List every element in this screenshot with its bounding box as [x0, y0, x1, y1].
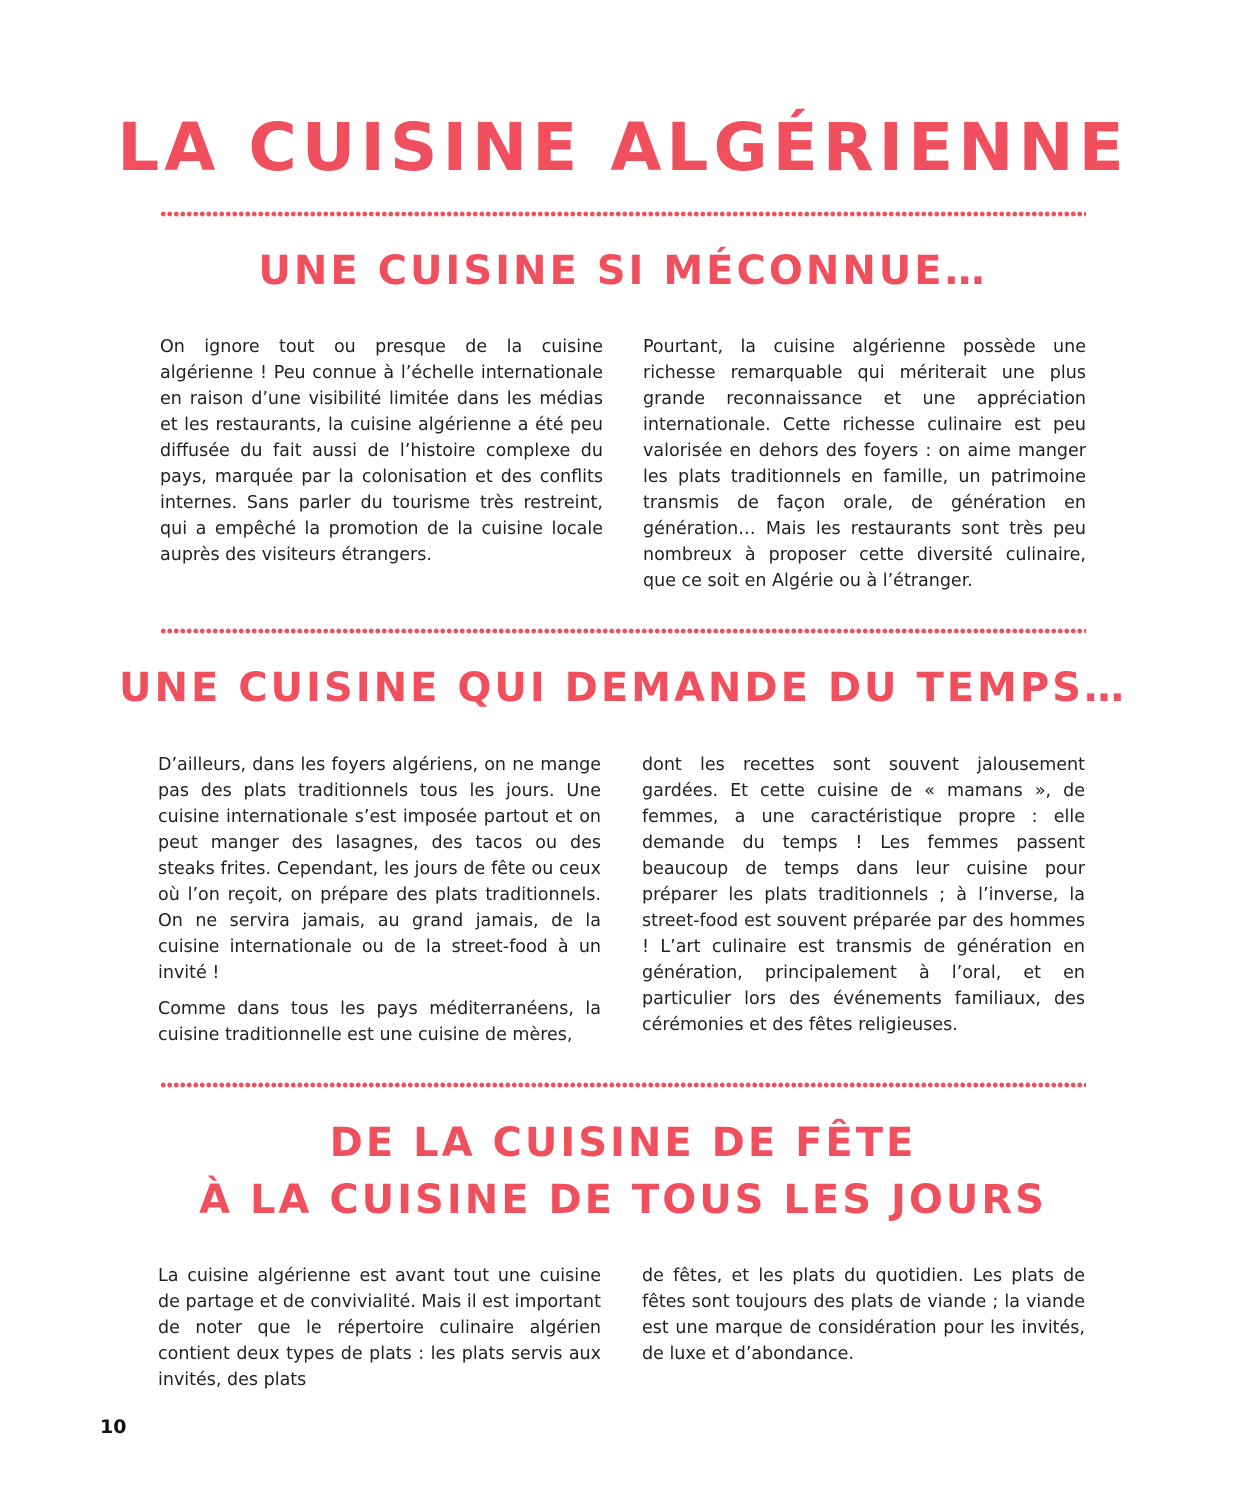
section-2-right-column — [642, 752, 1085, 1048]
section-3-right-column — [642, 1263, 1085, 1377]
paragraph: La cuisine algérienne est avant tout une cuisine de partage et de convivialité. Mais il est important de noter que le répertoire culinaire algérien contient deux types de plats : les plats servis aux invités, des plats — [158, 1266, 601, 1390]
section-1-right-column — [643, 334, 1086, 604]
section-heading-temps: UNE CUISINE QUI DEMANDE DU TEMPS… — [118, 665, 1127, 711]
section-heading-fete-line1: DE LA CUISINE DE FÊTE — [329, 1120, 917, 1166]
paragraph: de fêtes, et les plats du quotidien. Les plats de fêtes sont toujours des plats de viande ; la viande est une marque de considération pour les invités, de luxe et d’abondance. — [642, 1266, 1085, 1364]
section-heading-fete-line2: À LA CUISINE DE TOUS LES JOURS — [199, 1177, 1047, 1223]
section-1-left-column — [160, 334, 603, 578]
paragraph: On ignore tout ou presque de la cuisine algérienne ! Peu connue à l’échelle internationale en raison d’une visibilité limitée dans les médias et les restaurants, la cuisine algérienne a été peu diffusée du fait aussi de l’histoire complexe du pays, marquée par la colonisation et des conflits internes. Sans parler du tourisme très restreint, qui a empêché la promotion de la cuisine locale auprès des visiteurs étrangers. — [160, 337, 603, 565]
page-title: LA CUISINE ALGÉRIENNE — [117, 109, 1129, 186]
dotted-divider — [160, 628, 1086, 634]
paragraph: D’ailleurs, dans les foyers algériens, on ne mange pas des plats traditionnels tous les jours. Une cuisine internationale s’est imposée partout et on peut manger des lasagnes, des tacos ou des steaks frites. Cependant, les jours de fête ou ceux où l’on reçoit, on prépare des plats traditionnels. On ne servira jamais, au grand jamais, de la cuisine internationale ou de la street-food à un invité ! — [158, 755, 601, 983]
section-3-left-column — [158, 1263, 601, 1403]
paragraph: dont les recettes sont souvent jalousement gardées. Et cette cuisine de « mamans », de femmes, a une caractéristique propre : elle demande du temps ! Les femmes passent beaucoup de temps dans leur cuisine pour préparer les plats traditionnels ; à l’inverse, la street-food est souvent préparée par des hommes ! L’art culinaire est transmis de génération en génération, principalement à l’oral, et en particulier lors des événements familiaux, des cérémonies et des fêtes religieuses. — [642, 755, 1085, 1035]
dotted-divider — [160, 211, 1086, 217]
section-heading-meconnue: UNE CUISINE SI MÉCONNUE… — [258, 248, 988, 294]
paragraph: Comme dans tous les pays méditerranéens, la cuisine traditionnelle est une cuisine de mères, — [158, 999, 601, 1045]
dotted-divider — [160, 1082, 1086, 1088]
page-number: 10 — [100, 1416, 127, 1438]
paragraph: Pourtant, la cuisine algérienne possède une richesse remarquable qui mériterait une plus grande reconnaissance et une appréciation internationale. Cette richesse culinaire est peu valorisée en dehors des foyers : on aime manger les plats traditionnels en famille, un patrimoine transmis de façon orale, de génération en génération… Mais les restaurants sont très peu nombreux à proposer cette diversité culinaire, que ce soit en Algérie ou à l’étranger. — [643, 337, 1086, 591]
section-2-left-column — [158, 752, 601, 1058]
